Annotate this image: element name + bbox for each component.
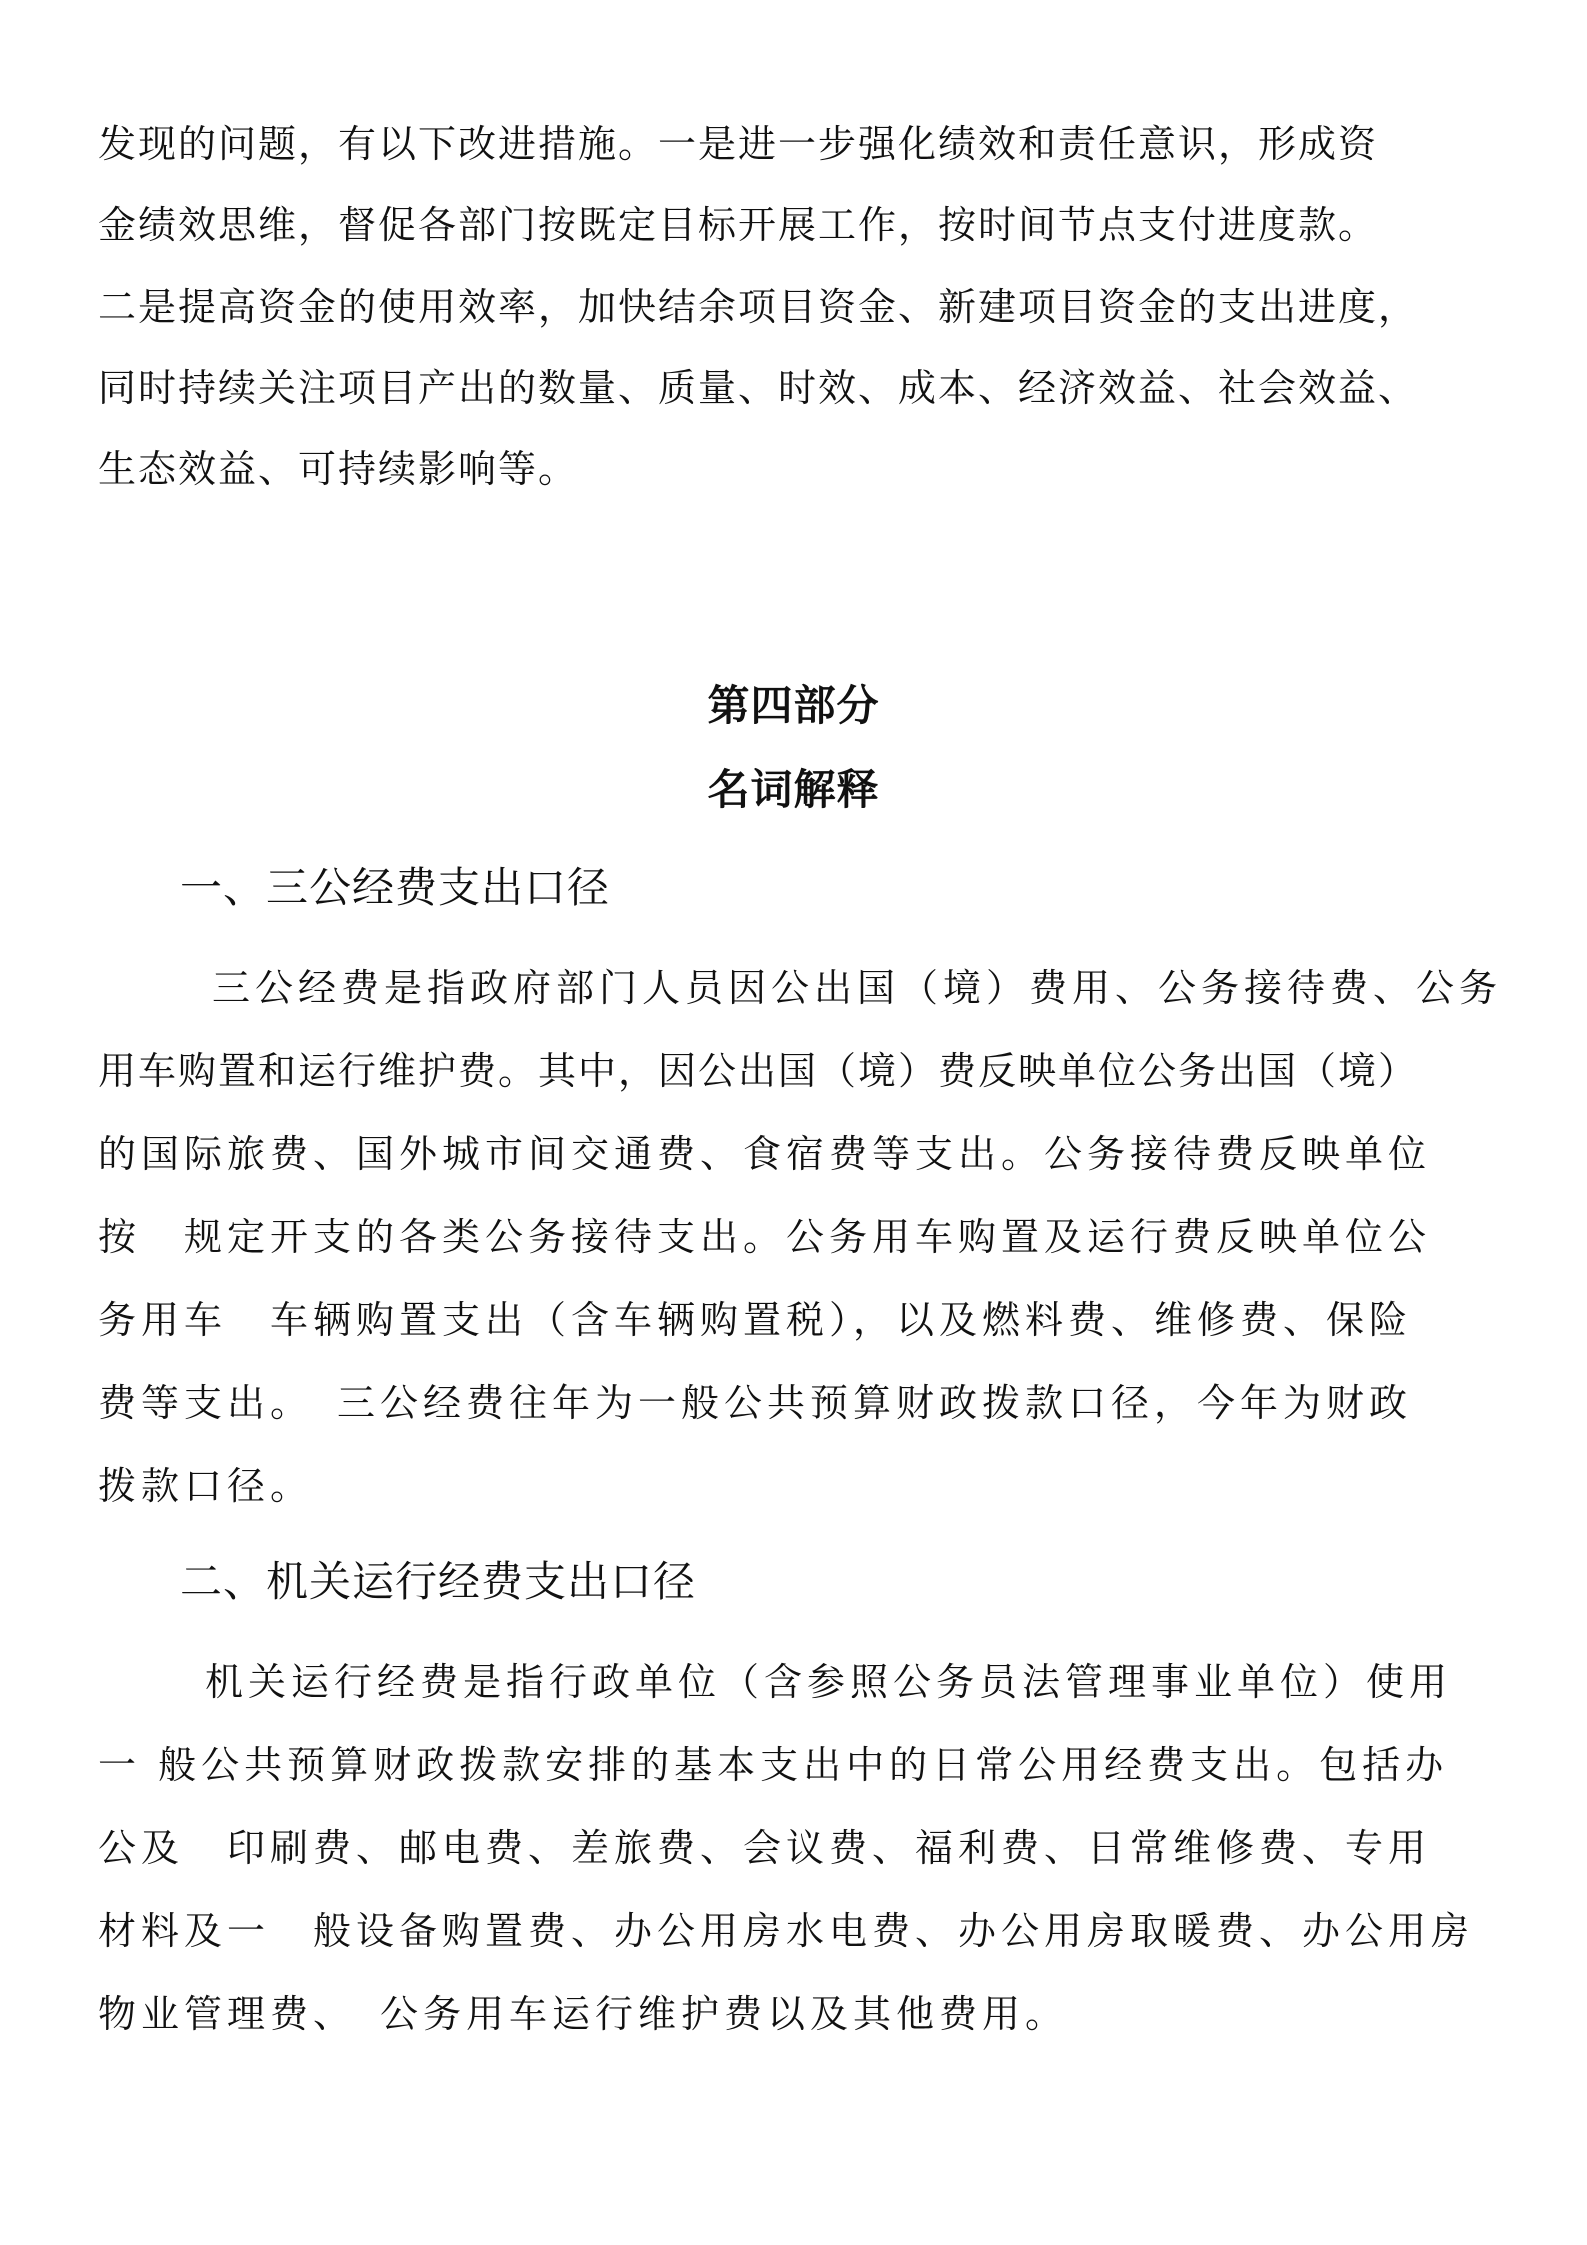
section1-line-7: 拨款口径。 [98, 1464, 314, 1508]
part-title: 第四部分 [707, 681, 880, 730]
intro-line-2: 金绩效思维，督促各部门按既定目标开展工作，按时间节点支付进度款。 [98, 203, 1379, 247]
section2-line-3: 公及 印刷费、邮电费、差旅费、会议费、福利费、日常维修费、专用 [98, 1826, 1432, 1870]
intro-line-1: 发现的问题，有以下改进措施。一是进一步强化绩效和责任意识，形成资 [98, 122, 1379, 166]
intro-line-4: 同时持续关注项目产出的数量、质量、时效、成本、经济效益、社会效益、 [98, 366, 1419, 410]
section2-line-4: 材料及一 般设备购置费、办公用房水电费、办公用房取暖费、办公用房 [98, 1909, 1475, 1953]
section1-line-4: 按 规定开支的各类公务接待支出。公务用车购置及运行费反映单位公 [98, 1215, 1432, 1259]
section1-line-6: 费等支出。 三公经费往年为一般公共预算财政拨款口径，今年为财政 [98, 1381, 1413, 1425]
intro-line-5: 生态效益、可持续影响等。 [98, 447, 579, 491]
section2-line-5: 物业管理费、 公务用车运行维护费以及其他费用。 [98, 1992, 1069, 2036]
section2-line-1: 机关运行经费是指行政单位（含参照公务员法管理事业单位）使用 [205, 1660, 1453, 1704]
section1-line-5: 务用车 车辆购置支出（含车辆购置税），以及燃料费、维修费、保险 [98, 1298, 1413, 1342]
section1-line-1: 三公经费是指政府部门人员因公出国（境）费用、公务接待费、公务 [212, 966, 1503, 1010]
section2-heading: 二、机关运行经费支出口径 [180, 1557, 697, 1606]
section1-line-3: 的国际旅费、国外城市间交通费、食宿费等支出。公务接待费反映单位 [98, 1132, 1432, 1176]
section1-line-2: 用车购置和运行维护费。其中，因公出国（境）费反映单位公务出国（境） [98, 1049, 1419, 1093]
section2-line-2: 一 般公共预算财政拨款安排的基本支出中的日常公用经费支出。包括办 [98, 1743, 1449, 1787]
section1-heading: 一、三公经费支出口径 [180, 863, 611, 912]
part-subtitle: 名词解释 [707, 765, 880, 814]
intro-line-3: 二是提高资金的使用效率，加快结余项目资金、新建项目资金的支出进度， [98, 285, 1419, 329]
